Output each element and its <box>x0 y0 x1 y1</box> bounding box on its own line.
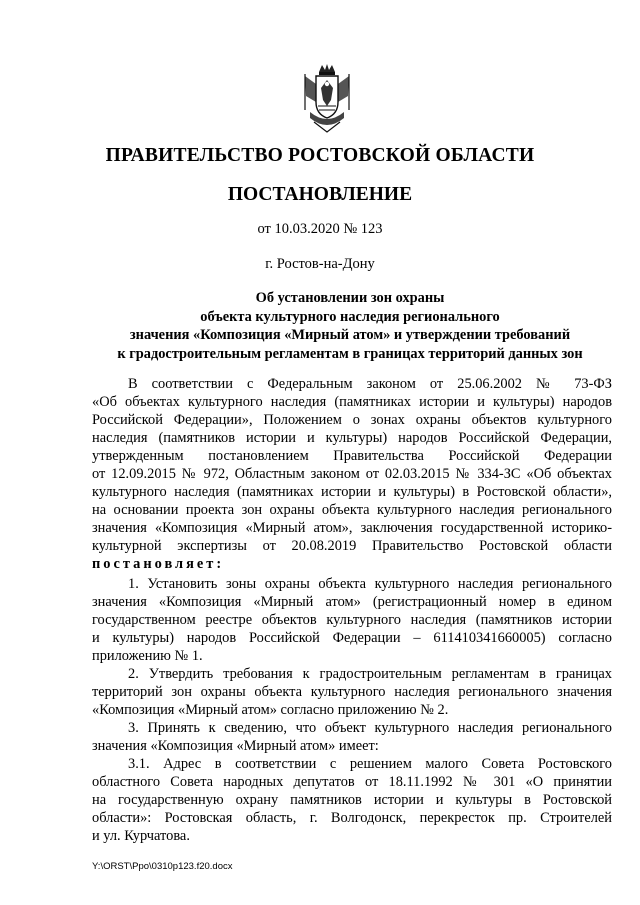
title-line: к градостроительным регламентам в границах территорий данных зон <box>117 345 583 362</box>
organization-heading: ПРАВИТЕЛЬСТВО РОСТОВСКОЙ ОБЛАСТИ <box>105 145 535 166</box>
text-line: и ул. Курчатова. <box>92 828 190 844</box>
coat-of-arms-icon <box>302 62 352 134</box>
text-line: Российской Федерации», Положением о зонах охраны объектов культурного <box>92 412 612 428</box>
text-line: культурного наследия (памятниках истории и культуры) в Ростовской области», <box>92 484 612 500</box>
text-line: территорий зон охраны объекта культурного наследия регионального значения <box>92 684 612 700</box>
title-line: значения «Композиция «Мирный атом» и утверждении требований <box>129 327 571 343</box>
text-line: приложению № 1. <box>92 648 203 664</box>
text-line: утвержденным постановлением Правительства Российской Федерации <box>92 448 612 464</box>
date-and-number: от 10.03.2020 № 123 <box>257 221 383 237</box>
item-2-paragraph <box>92 665 612 719</box>
title-line: объекта культурного наследия регионального <box>200 308 500 325</box>
text-line: культурной экспертизы от 20.08.2019 Правительство Ростовской области <box>92 538 612 554</box>
city-line: г. Ростов-на-Дону <box>265 256 375 272</box>
text-line: «Об объектах культурного наследия (памятниках истории и культуры) народов <box>92 394 612 410</box>
text-line: 3. Принять к сведению, что объект культурного наследия регионального <box>128 720 612 736</box>
resolves-word: постановляет: <box>92 556 225 572</box>
text-line: области»: Ростовская область, г. Волгодонск, перекресток пр. Строителей <box>92 810 612 826</box>
text-line: на государственную охрану памятников истории и культуры в Ростовской <box>92 792 612 808</box>
text-line: 2. Утвердить требования к градостроительным регламентам в границах <box>128 666 612 682</box>
text-line: от 12.09.2015 № 972, Областным законом от 02.03.2015 № 334-ЗС «Об объектах <box>92 466 612 482</box>
text-line: значения «Композиция «Мирный атом» имеет: <box>92 738 379 754</box>
text-line: государственном реестре объектов культурного наследия (памятников истории <box>92 612 612 628</box>
preamble-paragraph <box>92 375 612 573</box>
text-line: В соответствии с Федеральным законом от 25.06.2002 № 73-ФЗ <box>128 376 612 392</box>
item-3-paragraph <box>92 719 612 755</box>
item-1-paragraph <box>92 575 612 665</box>
text-line: «Композиция «Мирный атом» согласно приложению № 2. <box>92 702 449 718</box>
document-title <box>90 289 610 363</box>
text-line: наследия (памятников истории и культуры) народов Российской Федерации, <box>92 430 612 446</box>
text-line: значения «Композиция «Мирный атом» (регистрационный номер в едином <box>92 594 612 610</box>
title-line: Об установлении зон охраны <box>255 290 445 306</box>
text-line: 1. Установить зоны охраны объекта культурного наследия регионального <box>128 576 612 592</box>
text-line: 3.1. Адрес в соответствии с решением малого Совета Ростовского <box>128 756 612 772</box>
text-line: областного Совета народных депутатов от 18.11.1992 № 301 «О принятии <box>92 774 612 790</box>
text-line: значения «Композиция «Мирный атом», заключения государственной историко- <box>92 520 612 536</box>
file-path-footer: Y:\ORST\Ppo\0310p123.f20.docx <box>92 861 233 872</box>
document-type-heading: ПОСТАНОВЛЕНИЕ <box>227 184 413 205</box>
item-3-1-paragraph <box>92 755 612 845</box>
text-line: на основании проекта зон охраны объекта культурного наследия регионального <box>92 502 612 518</box>
text-line: и культуры) народов Российской Федерации – 611410341660005) согласно <box>92 630 612 646</box>
